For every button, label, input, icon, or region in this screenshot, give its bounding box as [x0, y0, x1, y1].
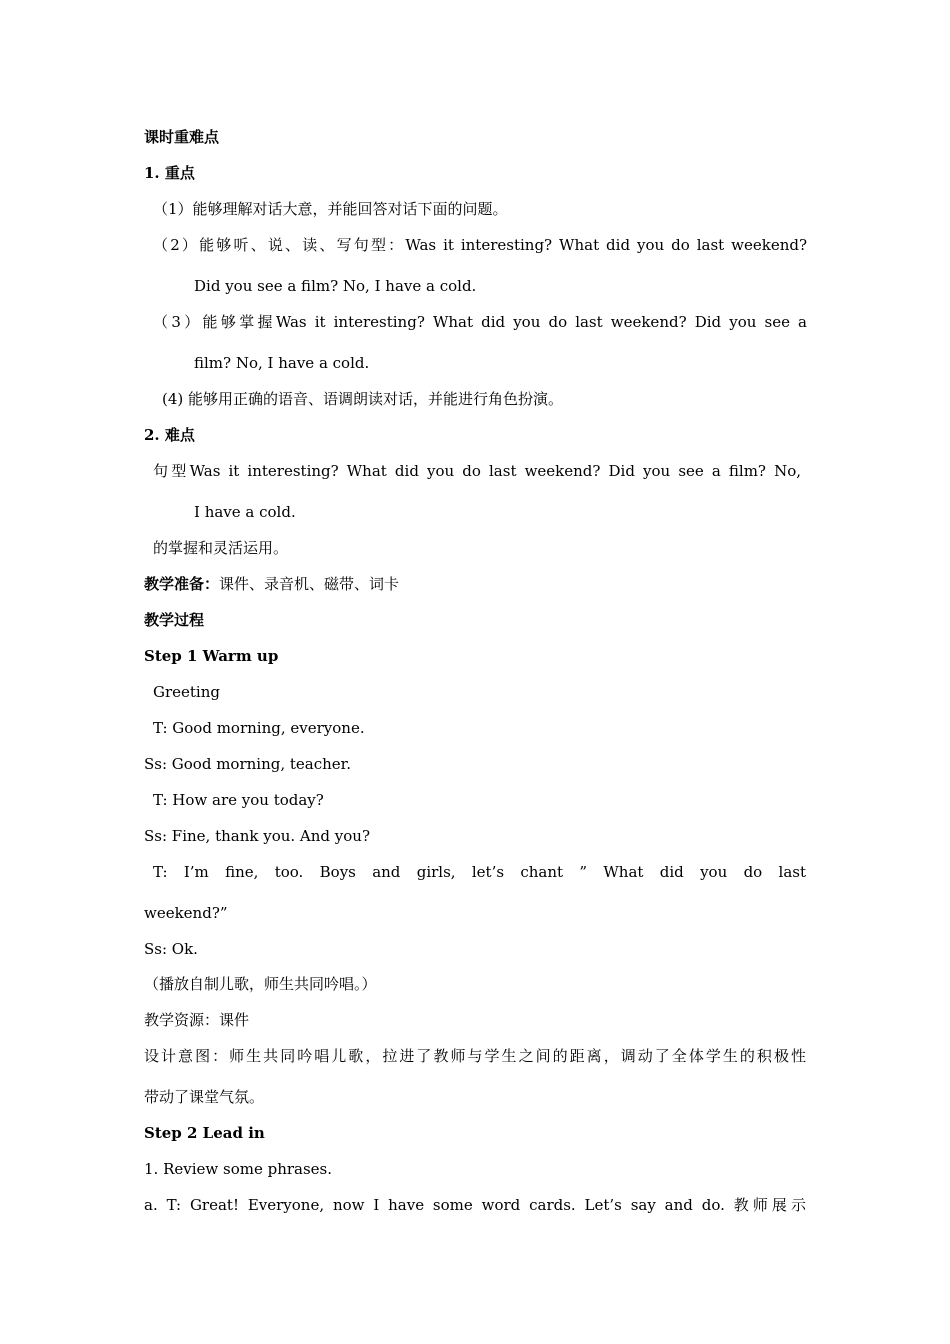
paragraph-line: 句型Was it interesting? What did you do last weekend? Did you see a film? No, [153, 462, 801, 480]
dialogue-line: T: How are you today? [153, 791, 324, 809]
paragraph-line: Greeting [153, 683, 220, 701]
subheading-key-points: 1. 重点 [144, 164, 195, 182]
paragraph-line: （1）能够理解对话大意，并能回答对话下面的问题。 [153, 200, 508, 218]
paragraph-line: (4) 能够用正确的语音、语调朗读对话，并能进行角色扮演。 [162, 390, 564, 408]
paragraph-line: 设计意图：师生共同吟唱儿歌，拉进了教师与学生之间的距离，调动了全体学生的积极性 [144, 1047, 806, 1065]
paragraph-line: 的掌握和灵活运用。 [153, 539, 289, 557]
dialogue-line: Ss: Fine, thank you. And you? [144, 827, 370, 845]
preparation-items: 课件、录音机、磁带、词卡 [219, 575, 400, 593]
dialogue-line: T: I’m fine, too. Boys and girls, let’s chant ” What did you do last [153, 863, 806, 881]
dialogue-line: weekend?” [144, 904, 228, 922]
paragraph-line: 1. Review some phrases. [144, 1160, 333, 1178]
preparation-label: 教学准备： [144, 575, 220, 593]
step-heading: Step 2 Lead in [144, 1124, 265, 1142]
paragraph-line: （3）能够掌握Was it interesting? What did you do last weekend? Did you see a [153, 313, 807, 331]
paragraph-line: Did you see a film? No, I have a cold. [194, 277, 477, 295]
section-heading: 课时重难点 [144, 128, 220, 146]
dialogue-line: Ss: Good morning, teacher. [144, 755, 351, 773]
section-heading: 教学过程 [144, 611, 205, 629]
dialogue-line: T: Good morning, everyone. [153, 719, 365, 737]
subheading-difficult-points: 2. 难点 [144, 426, 195, 444]
paragraph-line: （2）能够听、说、读、写句型：Was it interesting? What did you do last weekend? [153, 236, 807, 254]
paragraph-line: I have a cold. [194, 503, 296, 521]
paragraph-line: 教学资源：课件 [144, 1011, 250, 1029]
step-heading: Step 1 Warm up [144, 647, 279, 665]
paragraph-line: 带动了课堂气氛。 [144, 1088, 265, 1106]
paragraph-line [144, 574, 399, 594]
paragraph-line: （播放自制儿歌，师生共同吟唱。） [144, 975, 377, 993]
paragraph-line: film? No, I have a cold. [194, 354, 370, 372]
dialogue-line: Ss: Ok. [144, 940, 198, 958]
paragraph-line: a. T: Great! Everyone, now I have some word cards. Let’s say and do. 教师展示 [144, 1196, 806, 1214]
